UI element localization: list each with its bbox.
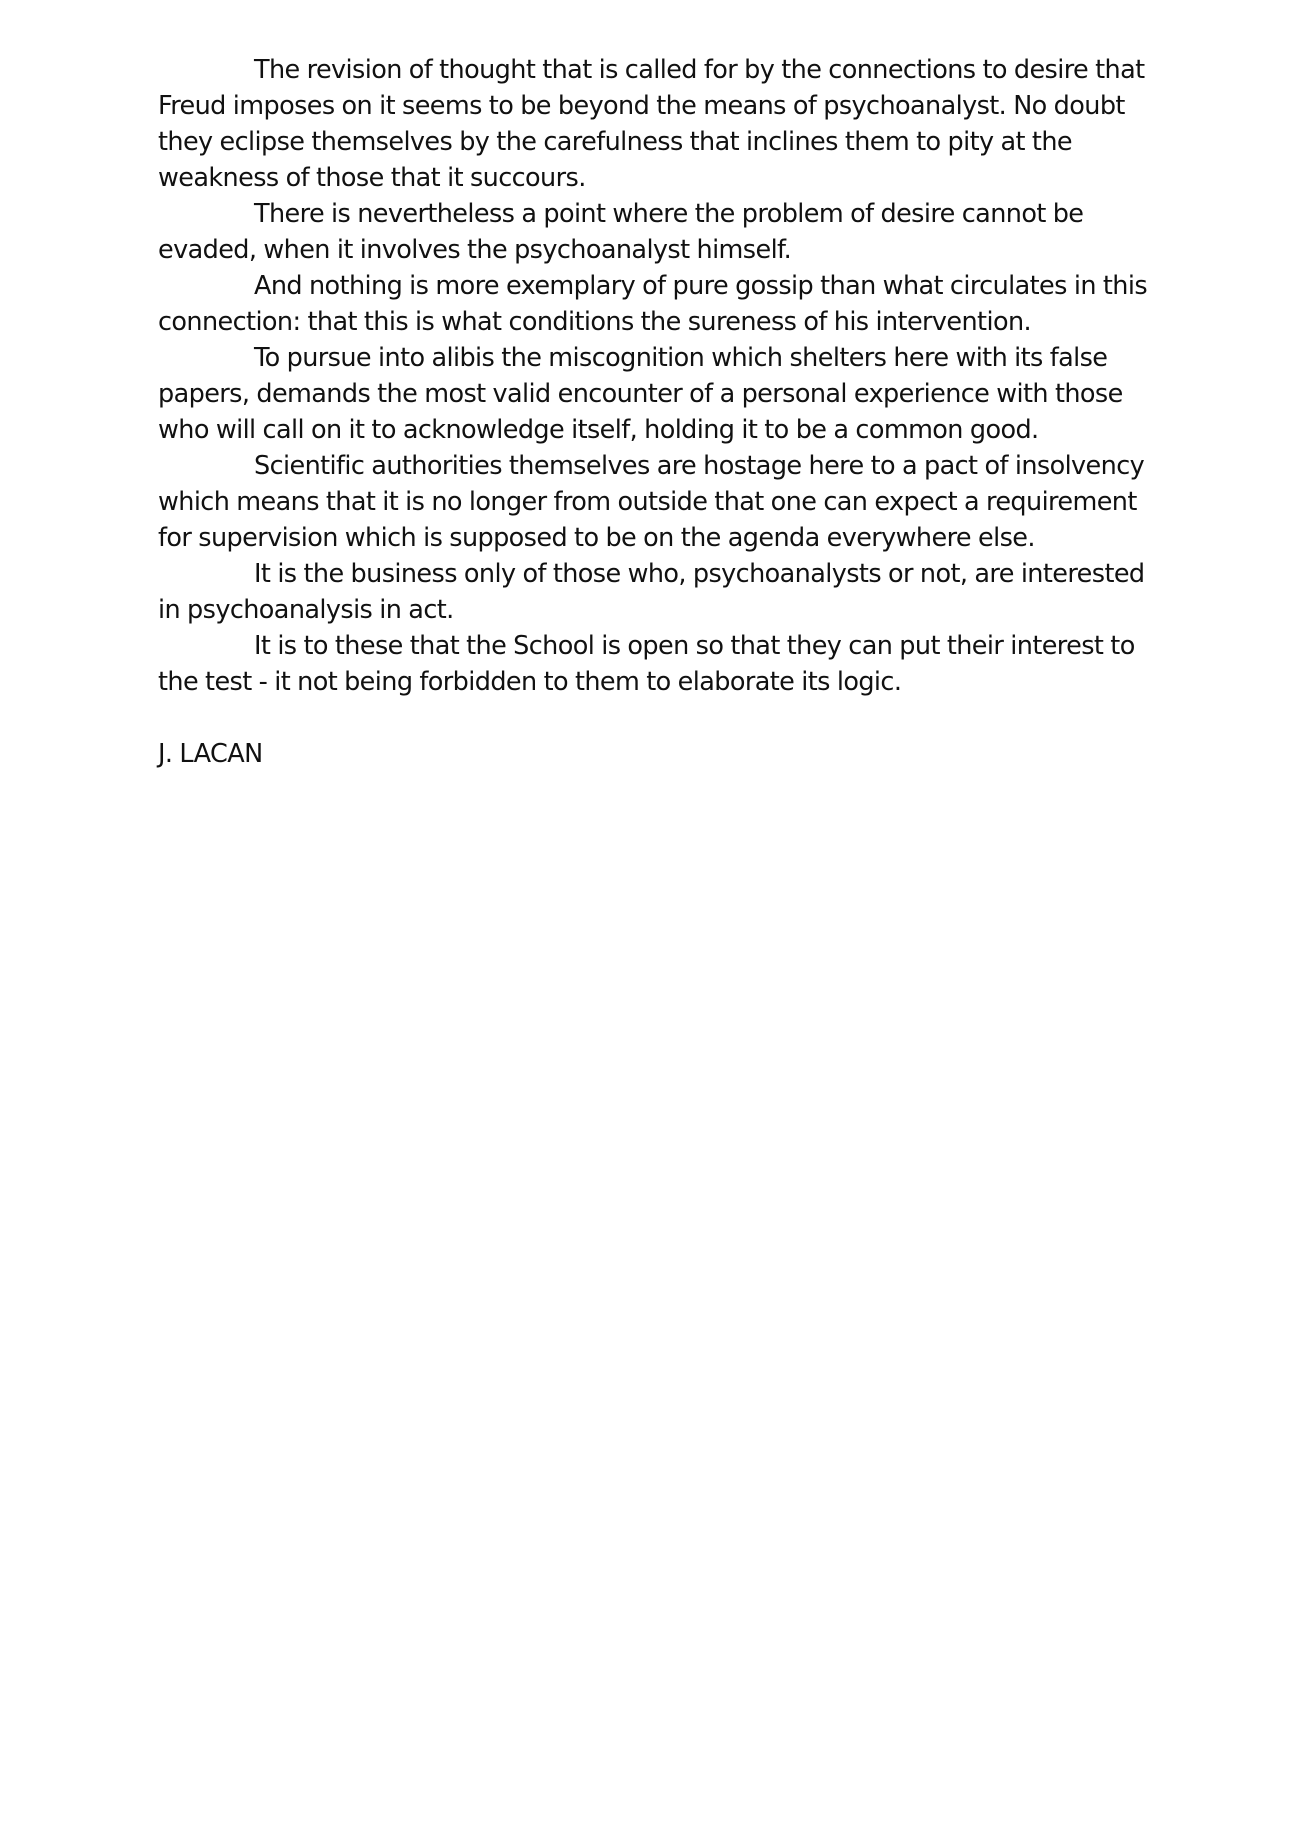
- document-body: [158, 52, 1158, 772]
- paragraph-2: There is nevertheless a point where the problem of desire cannot be evaded, when it involves the psychoanalyst himself.: [158, 199, 1084, 265]
- paragraph-7: It is to these that the School is open so that they can put their interest to the test - it not being forbidden to them to elaborate its logic.: [158, 631, 1135, 697]
- paragraph-6: It is the business only of those who, psychoanalysts or not, are interested in psychoanalysis in act.: [158, 559, 1145, 625]
- signature: J. LACAN: [158, 739, 263, 769]
- paragraph-3: And nothing is more exemplary of pure gossip than what circulates in this connection: that this is what conditions the sureness of his intervention.: [158, 271, 1148, 337]
- paragraph-1: The revision of thought that is called for by the connections to desire that Freud imposes on it seems to be beyond the means of psychoanalyst. No doubt they eclipse themselves by the carefulness that inclines them to pity at the weakness of those that it succours.: [158, 55, 1145, 193]
- paragraph-4: To pursue into alibis the miscognition which shelters here with its false papers, demands the most valid encounter of a personal experience with those who will call on it to acknowledge itself, holding it to be a common good.: [158, 343, 1123, 445]
- paragraph-5: Scientific authorities themselves are hostage here to a pact of insolvency which means that it is no longer from outside that one can expect a requirement for supervision which is supposed to be on the agenda everywhere else.: [158, 451, 1145, 553]
